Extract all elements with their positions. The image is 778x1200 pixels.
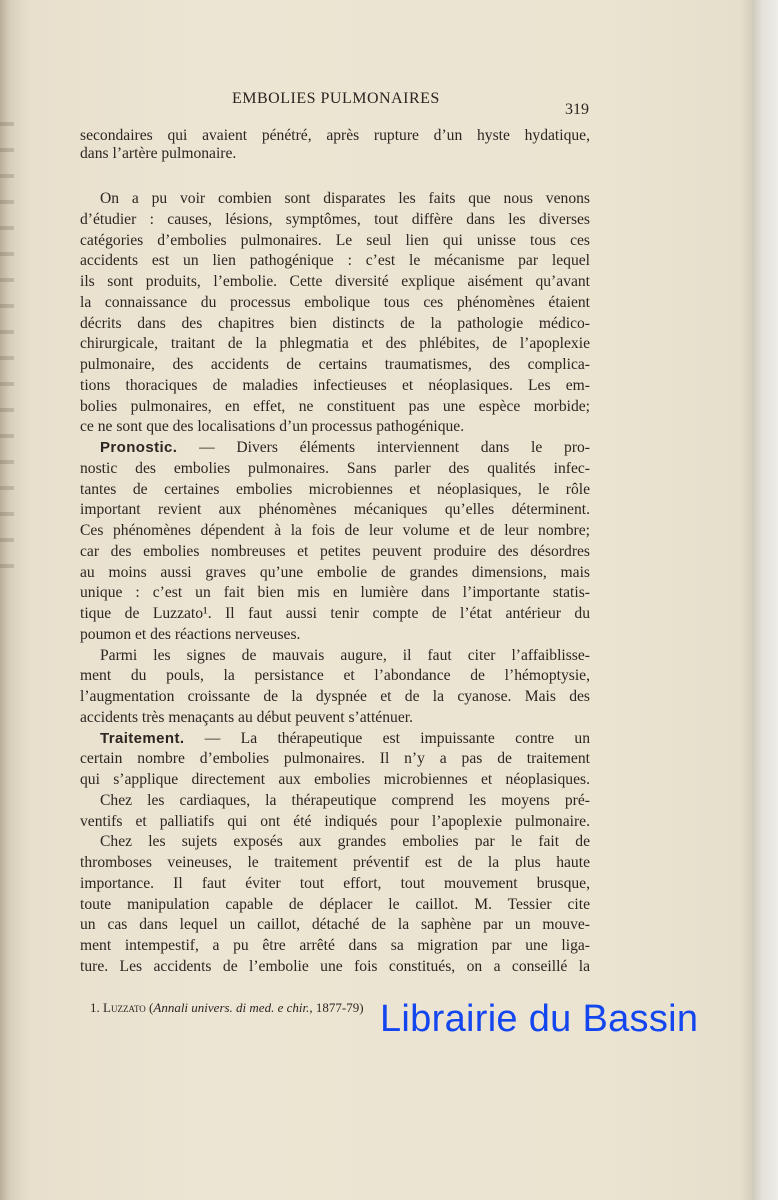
text-line: [80, 127, 590, 145]
line-text: ce ne sont que des localisations d’un processus pathogénique.: [80, 418, 465, 436]
text-line: [80, 709, 590, 727]
page-number: 319: [565, 101, 589, 118]
text-line: [80, 398, 590, 416]
text-line: [80, 854, 590, 872]
text-line: [80, 564, 590, 582]
text-line: [80, 626, 590, 644]
text-line: [80, 294, 590, 312]
footnote-rest: , 1877-79): [309, 1000, 364, 1015]
text-line: [80, 667, 590, 685]
line-text: bolies pulmonaires, en effet, ne constituent pas une espèce morbide;: [80, 397, 590, 415]
text-line: [80, 356, 590, 374]
page-edge: [752, 0, 778, 1200]
text-line: [80, 145, 590, 163]
text-line: [80, 916, 590, 934]
line-text: Chez les sujets exposés aux grandes embolies par le fait de: [100, 833, 590, 851]
line-text: décrits dans des chapitres bien distincts de la pathologie médico-: [80, 314, 590, 332]
line-text: accidents est un lien pathogénique : c’est le mécanisme par lequel: [80, 252, 590, 270]
footnote-source: Annali univers. di med. e chir.: [153, 1000, 310, 1015]
text-line: [80, 937, 590, 955]
text-line: [80, 501, 590, 519]
text-line: [80, 792, 590, 810]
text-line: [80, 647, 590, 665]
line-text: un cas dans lequel un caillot, détaché de la saphène par un mouve-: [80, 916, 590, 934]
line-text: Ces phénomènes dépendent à la fois de leur volume et de leur nombre;: [80, 522, 590, 539]
line-text: d’étudier : causes, lésions, symptômes, tout diffère dans les diverses: [80, 210, 590, 228]
line-text: la connaissance du processus embolique tous ces phénomènes étaient: [80, 293, 590, 311]
line-text: dans l’artère pulmonaire.: [80, 145, 237, 162]
line-text: pulmonaire, des accidents de certains traumatismes, des complica-: [80, 356, 590, 373]
running-header: EMBOLIES PULMONAIRES: [232, 90, 440, 107]
footnote-open: (: [145, 1000, 154, 1015]
text-line: [80, 813, 590, 831]
line-text: important revient aux phénomènes mécaniques qu’elles déterminent.: [80, 501, 590, 519]
text-line: [80, 481, 590, 499]
line-text: chirurgicale, traitant de la phlegmatia et des phlébites, de l’apoplexie: [80, 335, 590, 353]
line-text: secondaires qui avaient pénétré, après rupture d’un hyste hydatique,: [80, 127, 590, 144]
footnote-number: 1.: [90, 1000, 100, 1015]
line-text: certain nombre d’embolies pulmonaires. Il n’y a pas de traitement: [80, 750, 590, 768]
line-text: On a pu voir combien sont disparates les faits que nous venons: [100, 190, 590, 207]
line-text: poumon et des réactions nerveuses.: [80, 625, 301, 643]
line-text: ment du pouls, la persistance et l’abondance de l’hémoptysie,: [80, 667, 590, 685]
text-line: [80, 522, 590, 540]
text-line: [80, 750, 590, 768]
line-text: ture. Les accidents de l’embolie une fois constitués, on a conseillé la: [80, 957, 590, 975]
line-text: catégories d’embolies pulmonaires. Le seul lien qui unisse tous ces: [80, 231, 590, 249]
text-line: [80, 252, 590, 270]
line-text: ils sont produits, l’embolie. Cette diversité explique aisément qu’avant: [80, 273, 590, 290]
line-text: — La thérapeutique est impuissante contre un: [184, 729, 590, 747]
footnote: [90, 1000, 364, 1016]
line-text: au moins aussi graves qu’une embolie de grandes dimensions, mais: [80, 563, 590, 581]
text-line: [80, 958, 590, 976]
text-line: [80, 211, 590, 229]
text-line: [80, 833, 590, 851]
line-text: ventifs et palliatifs qui ont été indiqués pour l’apoplexie pulmonaire.: [80, 812, 590, 830]
footnote-author: Luzzato: [103, 1000, 146, 1015]
line-text: — Divers éléments interviennent dans le pro-: [177, 439, 590, 456]
text-line: [80, 688, 590, 706]
text-line: [80, 584, 590, 602]
line-text: tique de Luzzato¹. Il faut aussi tenir compte de l’état antérieur du: [80, 605, 590, 622]
text-line: [80, 730, 590, 748]
text-line: [80, 605, 590, 623]
text-line: [80, 439, 590, 457]
text-line: [80, 190, 590, 208]
line-text: tions thoraciques de maladies infectieuses et néoplasiques. Les em-: [80, 376, 590, 394]
text-line: [80, 273, 590, 291]
line-text: nostic des embolies pulmonaires. Sans parler des qualités infec-: [80, 459, 590, 477]
line-text: tantes de certaines embolies microbiennes et néoplasiques, le rôle: [80, 480, 590, 498]
bleed-through-marks: [0, 100, 14, 580]
line-text: accidents très menaçants au début peuvent s’atténuer.: [80, 708, 413, 726]
line-text: unique : c’est un fait bien mis en lumière dans l’importante statis-: [80, 584, 590, 602]
section-heading: Traitement.: [100, 729, 185, 747]
text-line: [80, 875, 590, 893]
section-heading: Pronostic.: [100, 439, 178, 456]
line-text: car des embolies nombreuses et petites peuvent produire des désordres: [80, 542, 590, 560]
line-text: thromboses veineuses, le traitement préventif est de la plus haute: [80, 854, 590, 871]
line-text: Chez les cardiaques, la thérapeutique comprend les moyens pré-: [100, 791, 590, 809]
text-line: [80, 418, 590, 436]
text-line: [80, 543, 590, 561]
text-line: [80, 377, 590, 395]
text-line: [80, 232, 590, 250]
line-text: importance. Il faut éviter tout effort, tout mouvement brusque,: [80, 874, 590, 892]
text-line: [80, 460, 590, 478]
text-line: [80, 896, 590, 914]
text-line: [80, 771, 590, 789]
watermark: Librairie du Bassin: [380, 998, 699, 1040]
line-text: toute manipulation capable de déplacer le caillot. M. Tessier cite: [80, 895, 590, 913]
line-text: l’augmentation croissante de la dyspnée et de la cyanose. Mais des: [80, 688, 590, 705]
line-text: qui s’applique directement aux embolies microbiennes et néoplasiques.: [80, 771, 590, 788]
line-text: ment intempestif, a pu être arrêté dans sa migration par une liga-: [80, 937, 590, 954]
text-line: [80, 335, 590, 353]
text-line: [80, 315, 590, 333]
line-text: Parmi les signes de mauvais augure, il faut citer l’affaiblisse-: [100, 646, 590, 664]
